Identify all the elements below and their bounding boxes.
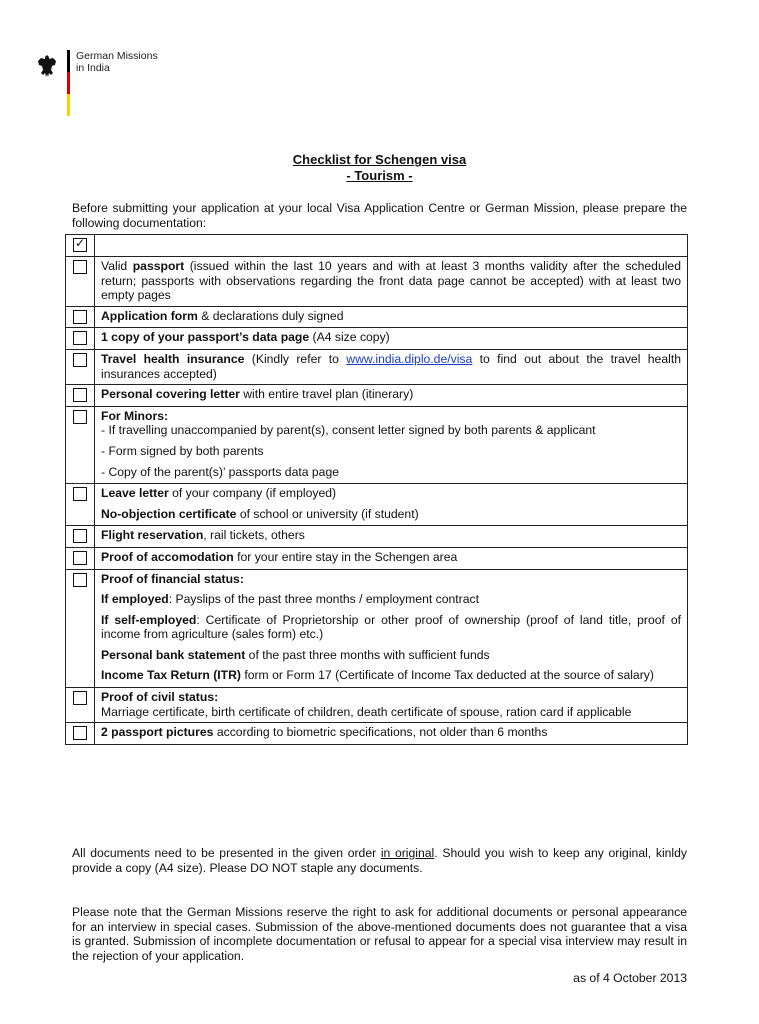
org-name bbox=[76, 50, 158, 74]
checkbox-icon bbox=[73, 551, 87, 565]
checkbox-icon bbox=[73, 388, 87, 402]
federal-eagle-icon bbox=[36, 53, 58, 79]
org-line-1: German Missions bbox=[76, 50, 158, 62]
table-row: Proof of civil status: Marriage certificate, birth certificate of children, death certificate of spouse, ration card if applicable bbox=[66, 688, 688, 723]
table-row: Proof of financial status: If employed: Payslips of the past three months / employment contract If self-employed: Certificate of Proprietorship or other proof of ownership (proof of land title, proof of income from agriculture (sales form) etc.) Personal bank statement of the past three months with sufficient funds Income Tax Return (ITR) form or Form 17 (Certificate of Income Tax deducted at the source of salary) bbox=[66, 569, 688, 688]
checkbox-icon bbox=[73, 260, 87, 274]
checklist-table bbox=[65, 234, 688, 745]
checkbox-icon bbox=[73, 353, 87, 367]
checkbox-icon bbox=[73, 691, 87, 705]
table-row: 2 passport pictures according to biometric specifications, not older than 6 months bbox=[66, 723, 688, 745]
table-row: Flight reservation, rail tickets, others bbox=[66, 526, 688, 548]
org-line-2: in India bbox=[76, 62, 110, 74]
german-flag-bar bbox=[67, 50, 70, 116]
intro-text: Before submitting your application at your local Visa Application Centre or German Mission, please prepare the following documentation: bbox=[72, 201, 687, 230]
document-date: as of 4 October 2013 bbox=[573, 971, 687, 985]
table-row: For Minors: - If travelling unaccompanied by parent(s), consent letter signed by both parents & applicant - Form signed by both parents - Copy of the parent(s)’ passports data page bbox=[66, 406, 688, 483]
checkbox-icon bbox=[73, 573, 87, 587]
checkbox-icon bbox=[73, 726, 87, 740]
table-row: 1 copy of your passport’s data page (A4 size copy) bbox=[66, 328, 688, 350]
table-row: Personal covering letter with entire travel plan (itinerary) bbox=[66, 385, 688, 407]
checkbox-icon bbox=[73, 529, 87, 543]
table-row: Travel health insurance (Kindly refer to www.india.diplo.de/visa to find out about the travel health insurances accepted) bbox=[66, 349, 688, 384]
checkbox-icon bbox=[73, 310, 87, 324]
table-row: Application form & declarations duly signed bbox=[66, 306, 688, 328]
table-row: Valid passport (issued within the last 10 years and with at least 3 months validity after the scheduled return; passports with observations regarding the front data page cannot be accepted) with at least two empty pages bbox=[66, 257, 688, 307]
page-subtitle: - Tourism - bbox=[346, 168, 413, 183]
page-title: Checklist for Schengen visa bbox=[292, 152, 467, 167]
visa-info-link[interactable]: www.india.diplo.de/visa bbox=[346, 351, 473, 366]
german-missions-logo bbox=[36, 50, 158, 116]
documents-order-note: All documents need to be presented in the given order in original. Should you wish to keep any original, kinldy provide a copy (A4 size). Please DO NOT staple any documents. bbox=[72, 846, 688, 875]
table-row: Leave letter of your company (if employed) No-objection certificate of school or university (if student) bbox=[66, 484, 688, 526]
checklist-header-row bbox=[66, 235, 688, 257]
checkbox-icon bbox=[73, 410, 87, 424]
checkbox-icon bbox=[73, 487, 87, 501]
checkbox-icon bbox=[73, 331, 87, 345]
checked-checkbox-icon bbox=[73, 238, 87, 252]
table-row: Proof of accomodation for your entire stay in the Schengen area bbox=[66, 547, 688, 569]
disclaimer-note: Please note that the German Missions reserve the right to ask for additional documents or personal appearance for an interview in special cases. Submission of the above-mentioned documents does not guarantee that a visa is granted. Submission of incomplete documentation or refusal to appear for a special visa interview may result in the rejection of your application. bbox=[72, 905, 687, 963]
